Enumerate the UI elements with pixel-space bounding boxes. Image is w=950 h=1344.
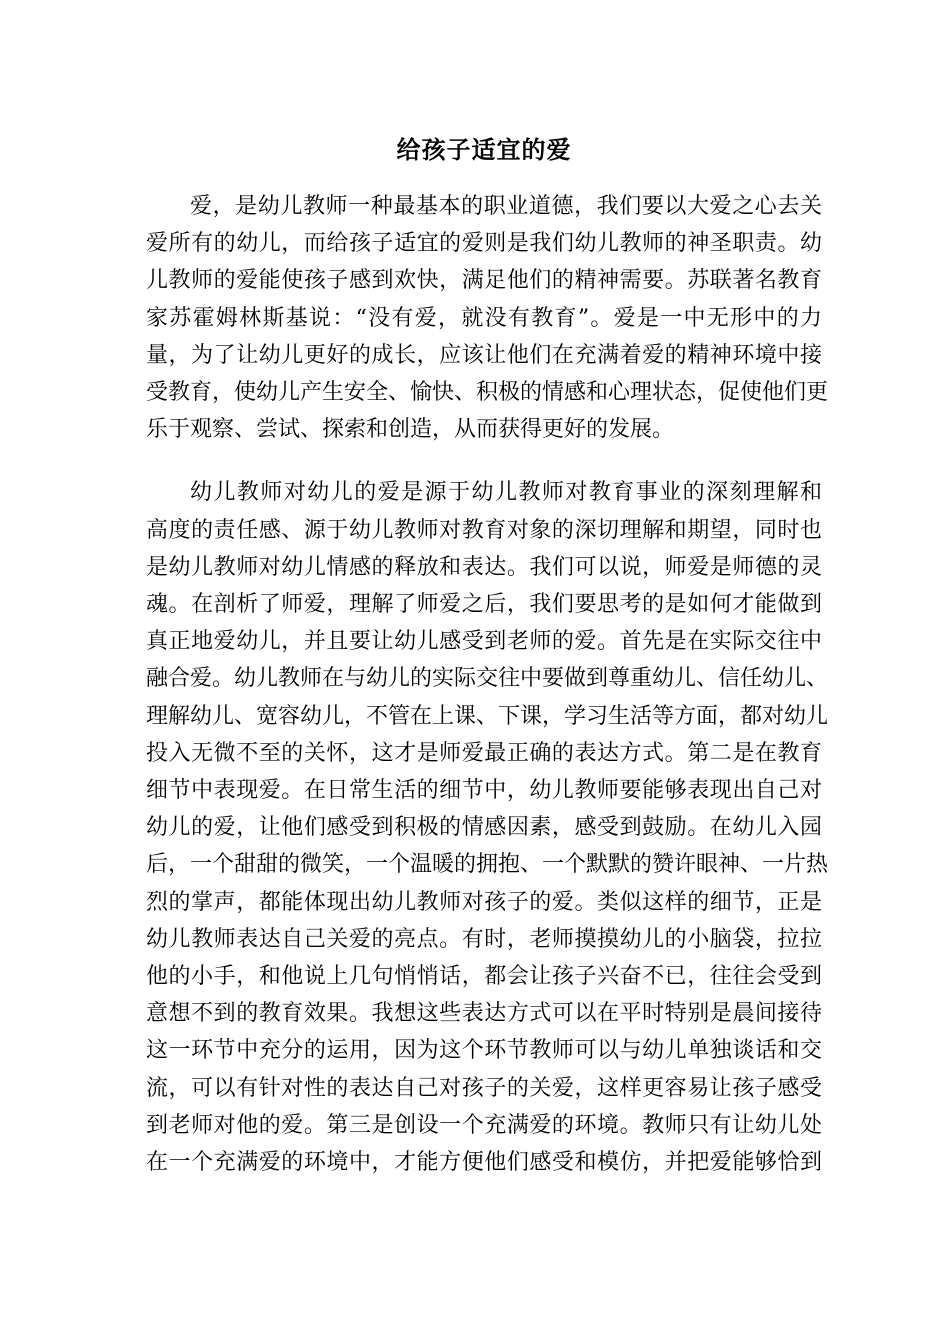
text-line: 是幼儿教师对幼儿情感的释放和表达。我们可以说，师爱是师德的灵 bbox=[146, 554, 822, 580]
text-line: 爱所有的幼儿，而给孩子适宜的爱则是我们幼儿教师的神圣职责。幼 bbox=[146, 231, 822, 257]
text-line: 家苏霍姆林斯基说：“没有爱，就没有教育”。爱是一中无形中的力 bbox=[146, 305, 822, 331]
text-line: 后，一个甜甜的微笑，一个温暖的拥抱、一个默默的赞许眼神、一片热 bbox=[146, 852, 829, 878]
document-page bbox=[146, 128, 829, 1181]
text-line: 到老师对他的爱。第三是创设一个充满爱的环境。教师只有让幼儿处 bbox=[146, 1112, 822, 1138]
text-line: 投入无微不至的关怀，这才是师爱最正确的表达方式。第二是在教育 bbox=[146, 740, 822, 766]
text-line: 在一个充满爱的环境中，才能方便他们感受和模仿，并把爱能够恰到 bbox=[146, 1150, 822, 1176]
paragraph-2 bbox=[146, 474, 829, 1181]
document-title: 给孩子适宜的爱 bbox=[396, 135, 572, 164]
text-line: 高度的责任感、源于幼儿教师对教育对象的深切理解和期望，同时也 bbox=[146, 517, 822, 543]
text-line: 幼儿的爱，让他们感受到积极的情感因素，感受到鼓励。在幼儿入园 bbox=[146, 815, 822, 841]
text-line: 乐于观察、尝试、探索和创造，从而获得更好的发展。 bbox=[146, 417, 675, 443]
text-line: 幼儿教师对幼儿的爱是源于幼儿教师对教育事业的深刻理解和 bbox=[190, 480, 822, 506]
text-line: 流，可以有针对性的表达自己对孩子的关爱，这样更容易让孩子感受 bbox=[146, 1075, 822, 1101]
text-line: 细节中表现爱。在日常生活的细节中，幼儿教师要能够表现出自己对 bbox=[146, 778, 822, 804]
text-line: 意想不到的教育效果。我想这些表达方式可以在平时特别是晨间接待 bbox=[146, 1001, 822, 1027]
text-line: 这一环节中充分的运用，因为这个环节教师可以与幼儿单独谈话和交 bbox=[146, 1038, 822, 1064]
paragraph-1 bbox=[146, 188, 829, 448]
text-line: 受教育，使幼儿产生安全、愉快、积极的情感和心理状态，促使他们更 bbox=[146, 380, 829, 406]
text-line: 真正地爱幼儿，并且要让幼儿感受到老师的爱。首先是在实际交往中 bbox=[146, 629, 822, 655]
text-line: 量，为了让幼儿更好的成长，应该让他们在充满着爱的精神环境中接 bbox=[146, 342, 822, 368]
text-line: 他的小手，和他说上几句悄悄话，都会让孩子兴奋不已，往往会受到 bbox=[146, 964, 822, 990]
text-line: 理解幼儿、宽容幼儿，不管在上课、下课，学习生活等方面，都对幼儿 bbox=[146, 703, 829, 729]
text-line: 魂。在剖析了师爱，理解了师爱之后，我们要思考的是如何才能做到 bbox=[146, 592, 822, 618]
text-line: 爱，是幼儿教师一种最基本的职业道德，我们要以大爱之心去关 bbox=[190, 194, 822, 219]
text-line: 儿教师的爱能使孩子感到欢快，满足他们的精神需要。苏联著名教育 bbox=[146, 268, 822, 294]
text-line: 融合爱。幼儿教师在与幼儿的实际交往中要做到尊重幼儿、信任幼儿、 bbox=[146, 666, 829, 692]
text-line: 幼儿教师表达自己关爱的亮点。有时，老师摸摸幼儿的小脑袋，拉拉 bbox=[146, 926, 822, 952]
text-line: 烈的掌声，都能体现出幼儿教师对孩子的爱。类似这样的细节，正是 bbox=[146, 889, 822, 915]
